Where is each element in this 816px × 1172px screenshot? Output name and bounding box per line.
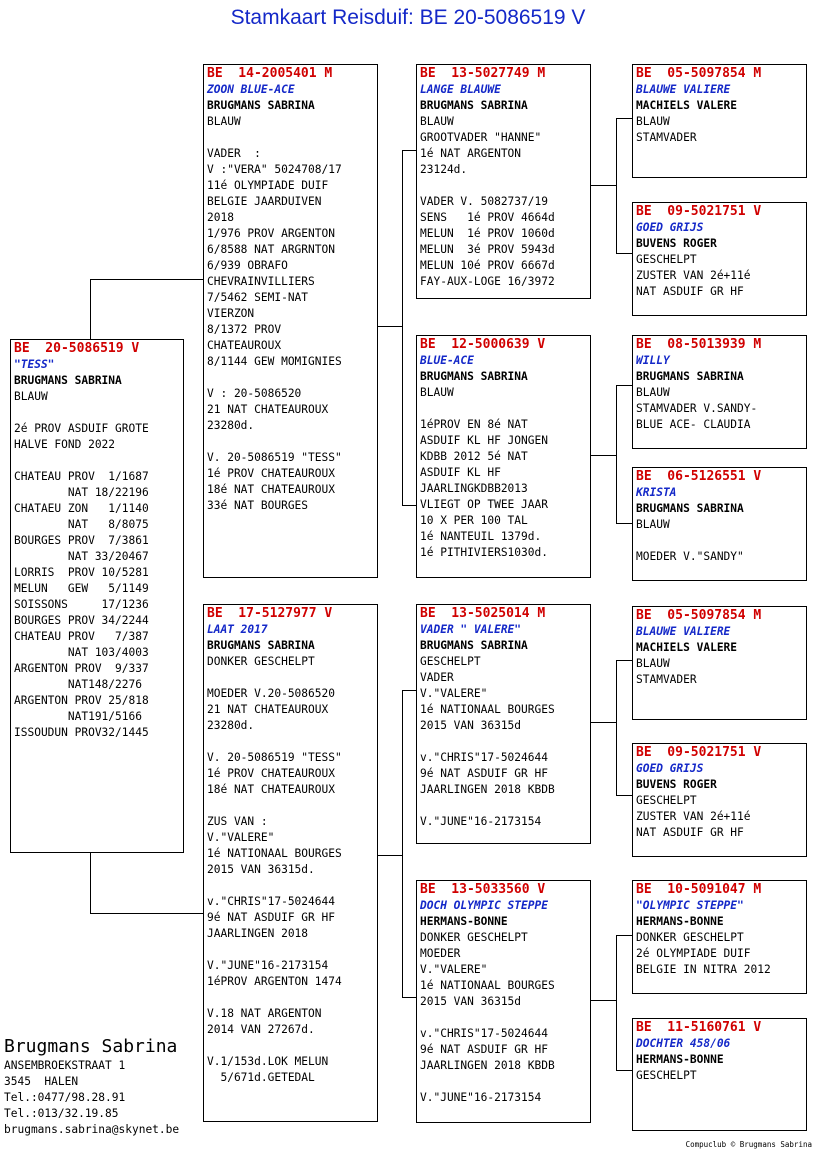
info-line xyxy=(420,178,587,194)
info-line xyxy=(14,453,180,469)
info-line: V : 20-5086520 xyxy=(207,387,302,400)
connector xyxy=(90,852,91,913)
info-line: NAT 8/8075 xyxy=(14,518,149,531)
pedigree-card-grandfather-maternal xyxy=(416,604,591,844)
info-line: VADER : xyxy=(207,147,261,160)
ring-number: BE 13-5033560 V xyxy=(420,882,546,897)
ring-number: BE 14-2005401 M xyxy=(207,66,333,81)
info-line: 1éPROV ARGENTON 1474 xyxy=(207,975,342,988)
connector xyxy=(616,935,632,936)
pigeon-name: DOCH OLYMPIC STEPPE xyxy=(420,899,548,912)
owner-name: BRUGMANS SABRINA xyxy=(14,374,122,387)
connector xyxy=(616,1070,632,1071)
info-line: ZUSTER VAN 2é+11é xyxy=(636,810,751,823)
info-line: DONKER GESCHELPT xyxy=(636,931,744,944)
info-line: 1é NAT ARGENTON xyxy=(420,147,522,160)
info-line: 1/976 PROV ARGENTON xyxy=(207,227,335,240)
info-line: 9é NAT ASDUIF GR HF xyxy=(420,767,548,780)
info-line: 8/1372 PROV xyxy=(207,323,282,336)
breeder-city: 3545 HALEN xyxy=(4,1075,79,1088)
info-line: BLAUW xyxy=(636,115,670,128)
info-line: FAY-AUX-LOGE 16/3972 xyxy=(420,275,555,288)
breeder-street: ANSEMBROEKSTRAAT 1 xyxy=(4,1059,126,1072)
info-line: 1é NATIONAAL BOURGES xyxy=(420,703,555,716)
info-line: 21 NAT CHATEAUROUX xyxy=(207,703,329,716)
info-line: 5/671d.GETEDAL xyxy=(207,1071,315,1084)
info-line: 6/8588 NAT ARGRNTON xyxy=(207,243,335,256)
info-line: V. 20-5086519 "TESS" xyxy=(207,451,342,464)
info-line: NAT ASDUIF GR HF xyxy=(636,285,744,298)
info-line: BLAUW xyxy=(420,386,454,399)
pedigree-card-grandmother-maternal xyxy=(416,880,591,1123)
connector xyxy=(590,185,616,186)
pedigree-card-ggp-1 xyxy=(632,64,807,178)
info-line: STAMVADER xyxy=(636,131,697,144)
info-line xyxy=(420,734,587,750)
connector xyxy=(402,505,416,506)
info-line: MELUN 1é PROV 1060d xyxy=(420,227,555,240)
connector xyxy=(616,660,632,661)
info-line xyxy=(207,878,374,894)
breeder-name: Brugmans Sabrina xyxy=(4,1036,178,1057)
info-line: 2015 VAN 36315d xyxy=(420,719,522,732)
info-line: JAARLINGEN 2018 KBDB xyxy=(420,783,555,796)
info-line: 1éPROV EN 8é NAT xyxy=(420,418,528,431)
info-line: BELGIE IN NITRA 2012 xyxy=(636,963,771,976)
pedigree-card-ggp-4 xyxy=(632,467,807,581)
pedigree-card-grandfather-paternal xyxy=(416,64,591,299)
info-line: BLUE ACE- CLAUDIA xyxy=(636,418,751,431)
info-line: V."JUNE"16-2173154 xyxy=(420,815,542,828)
info-line: BELGIE JAARDUIVEN xyxy=(207,195,322,208)
info-line: BLAUW xyxy=(207,115,241,128)
info-line: GROOTVADER "HANNE" xyxy=(420,131,542,144)
info-line: VLIEGT OP TWEE JAAR xyxy=(420,498,548,511)
info-line: V.18 NAT ARGENTON xyxy=(207,1007,322,1020)
info-line: 2018 xyxy=(207,211,234,224)
info-line: NAT191/5166 xyxy=(14,710,142,723)
info-line: 2014 VAN 27267d. xyxy=(207,1023,315,1036)
connector xyxy=(590,455,616,456)
info-line: ISSOUDUN PROV32/1445 xyxy=(14,726,149,739)
breeder-phone-2: Tel.:013/32.19.85 xyxy=(4,1107,119,1120)
info-line: 2015 VAN 36315d xyxy=(420,995,522,1008)
owner-name: BRUGMANS SABRINA xyxy=(207,99,315,112)
info-line: 1é NATIONAAL BOURGES xyxy=(420,979,555,992)
info-line: BLAUW xyxy=(420,115,454,128)
owner-name: BRUGMANS SABRINA xyxy=(636,502,744,515)
info-line: 2é PROV ASDUIF GROTE xyxy=(14,422,149,435)
info-line: STAMVADER V.SANDY- xyxy=(636,402,758,415)
info-line: MOEDER V.20-5086520 xyxy=(207,687,335,700)
ring-number: BE 13-5025014 M xyxy=(420,606,546,621)
owner-name: BRUGMANS SABRINA xyxy=(207,639,315,652)
info-line: BOURGES PROV 34/2244 xyxy=(14,614,149,627)
connector xyxy=(377,326,402,327)
info-line: 10 X PER 100 TAL xyxy=(420,514,528,527)
info-line: 8/1144 GEW MOMIGNIES xyxy=(207,355,342,368)
connector xyxy=(616,385,632,386)
info-line: BOURGES PROV 7/3861 xyxy=(14,534,149,547)
connector xyxy=(616,935,617,1070)
ring-number: BE 06-5126551 V xyxy=(636,469,762,484)
info-line xyxy=(207,1038,374,1054)
connector xyxy=(90,279,91,340)
connector xyxy=(402,150,403,505)
connector xyxy=(90,279,203,280)
info-line: GESCHELPT xyxy=(636,1069,697,1082)
pedigree-card-ggp-8 xyxy=(632,1018,807,1131)
owner-name: BUVENS ROGER xyxy=(636,237,717,250)
ring-number: BE 05-5097854 M xyxy=(636,66,762,81)
info-line: v."CHRIS"17-5024644 xyxy=(207,895,335,908)
info-line: NAT148/2276 xyxy=(14,678,142,691)
info-line: ASDUIF KL HF xyxy=(420,466,501,479)
info-line: SOISSONS 17/1236 xyxy=(14,598,149,611)
pedigree-card-subject xyxy=(10,339,184,853)
connector xyxy=(616,795,632,796)
info-line: 2015 VAN 36315d. xyxy=(207,863,315,876)
info-line: CHATAEU ZON 1/1140 xyxy=(14,502,149,515)
footer-credit: Compuclub © Brugmans Sabrina xyxy=(685,1140,812,1149)
info-line xyxy=(636,533,803,549)
pedigree-card-ggp-2 xyxy=(632,202,807,316)
pigeon-name: BLAUWE VALIERE xyxy=(636,625,731,638)
info-line: 9é NAT ASDUIF GR HF xyxy=(207,911,335,924)
info-line: 6/939 OBRAFO xyxy=(207,259,288,272)
info-line xyxy=(420,1074,587,1090)
info-line: 21 NAT CHATEAUROUX xyxy=(207,403,329,416)
info-line: V."JUNE"16-2173154 xyxy=(420,1091,542,1104)
pedigree-card-mother xyxy=(203,604,378,1122)
info-line: STAMVADER xyxy=(636,673,697,686)
connector xyxy=(616,385,617,523)
ring-number: BE 17-5127977 V xyxy=(207,606,333,621)
info-line xyxy=(207,130,374,146)
info-line: 11é OLYMPIADE DUIF xyxy=(207,179,329,192)
info-line: 1é PITHIVIERS1030d. xyxy=(420,546,548,559)
info-line: V."JUNE"16-2173154 xyxy=(207,959,329,972)
info-line: GESCHELPT xyxy=(636,794,697,807)
info-line: ASDUIF KL HF JONGEN xyxy=(420,434,548,447)
ring-number: BE 09-5021751 V xyxy=(636,204,762,219)
ring-number: BE 08-5013939 M xyxy=(636,337,762,352)
info-line: NAT ASDUIF GR HF xyxy=(636,826,744,839)
info-line: ZUS VAN : xyxy=(207,815,268,828)
owner-name: MACHIELS VALERE xyxy=(636,99,738,112)
info-line: CHATEAU PROV 7/387 xyxy=(14,630,149,643)
pedigree-card-ggp-5 xyxy=(632,606,807,720)
connector xyxy=(402,690,403,997)
connector xyxy=(616,253,632,254)
info-line: HALVE FOND 2022 xyxy=(14,438,116,451)
info-line: 23280d. xyxy=(207,419,255,432)
connector xyxy=(377,855,402,856)
connector xyxy=(590,1000,616,1001)
pedigree-card-ggp-7 xyxy=(632,880,807,994)
info-line xyxy=(14,405,180,421)
info-line xyxy=(420,1010,587,1026)
info-line: 23280d. xyxy=(207,719,255,732)
info-line xyxy=(207,990,374,1006)
info-line: CHATEAUROUX xyxy=(207,339,282,352)
owner-name: BRUGMANS SABRINA xyxy=(636,370,744,383)
info-line: JAARLINGEN 2018 xyxy=(207,927,309,940)
pedigree-card-ggp-3 xyxy=(632,335,807,449)
info-line: DONKER GESCHELPT xyxy=(207,655,315,668)
breeder-info xyxy=(4,1036,179,1138)
ring-number: BE 11-5160761 V xyxy=(636,1020,762,1035)
info-line: DONKER GESCHELPT xyxy=(420,931,528,944)
pigeon-name: "OLYMPIC STEPPE" xyxy=(636,899,744,912)
owner-name: BUVENS ROGER xyxy=(636,778,717,791)
info-line xyxy=(207,670,374,686)
info-line: 1é NATIONAAL BOURGES xyxy=(207,847,342,860)
info-line: SENS 1é PROV 4664d xyxy=(420,211,555,224)
info-line: MELUN GEW 5/1149 xyxy=(14,582,149,595)
page-title: Stamkaart Reisduif: BE 20-5086519 V xyxy=(230,6,586,29)
ring-number: BE 12-5000639 V xyxy=(420,337,546,352)
info-line: MOEDER V."SANDY" xyxy=(636,550,744,563)
info-line: 33é NAT BOURGES xyxy=(207,499,309,512)
info-line: KDBB 2012 5é NAT xyxy=(420,450,528,463)
pedigree-card-ggp-6 xyxy=(632,743,807,857)
connector xyxy=(616,523,632,524)
info-line: v."CHRIS"17-5024644 xyxy=(420,751,548,764)
pigeon-name: GOED GRIJS xyxy=(636,221,704,234)
info-line: 1é NANTEUIL 1379d. xyxy=(420,530,542,543)
info-line: 18é NAT CHATEAUROUX xyxy=(207,483,335,496)
ring-number: BE 13-5027749 M xyxy=(420,66,546,81)
owner-name: BRUGMANS SABRINA xyxy=(420,370,528,383)
owner-name: MACHIELS VALERE xyxy=(636,641,738,654)
info-line: GESCHELPT xyxy=(636,253,697,266)
info-line xyxy=(207,434,374,450)
info-line: JAARLINGKDBB2013 xyxy=(420,482,528,495)
info-line: v."CHRIS"17-5024644 xyxy=(420,1027,548,1040)
connector xyxy=(402,997,416,998)
ring-number: BE 09-5021751 V xyxy=(636,745,762,760)
owner-name: HERMANS-BONNE xyxy=(636,915,724,928)
connector xyxy=(616,660,617,795)
pigeon-name: "TESS" xyxy=(14,358,55,371)
pigeon-name: BLUE-ACE xyxy=(420,354,474,367)
ring-number: BE 05-5097854 M xyxy=(636,608,762,623)
connector xyxy=(616,118,632,119)
info-line: V. 20-5086519 "TESS" xyxy=(207,751,342,764)
connector xyxy=(402,150,416,151)
info-line: NAT 103/4003 xyxy=(14,646,149,659)
info-line: BLAUW xyxy=(636,386,670,399)
info-line: CHEVRAINVILLIERS xyxy=(207,275,315,288)
info-line: MOEDER xyxy=(420,947,461,960)
ring-number: BE 20-5086519 V xyxy=(14,341,140,356)
info-line xyxy=(420,401,587,417)
info-line: BLAUW xyxy=(636,518,670,531)
info-line: BLAUW xyxy=(636,657,670,670)
info-line: V.1/153d.LOK MELUN xyxy=(207,1055,329,1068)
pigeon-name: LAAT 2017 xyxy=(207,623,268,636)
info-line: V."VALERE" xyxy=(420,687,488,700)
info-line: 1é PROV CHATEAUROUX xyxy=(207,767,335,780)
info-line xyxy=(207,370,374,386)
info-line: 23124d. xyxy=(420,163,468,176)
breeder-phone-1: Tel.:0477/98.28.91 xyxy=(4,1091,126,1104)
info-line: NAT 33/20467 xyxy=(14,550,149,563)
info-line: 1é PROV CHATEAUROUX xyxy=(207,467,335,480)
connector xyxy=(90,913,203,914)
pigeon-name: LANGE BLAUWE xyxy=(420,83,501,96)
info-line xyxy=(207,734,374,750)
owner-name: HERMANS-BONNE xyxy=(420,915,508,928)
info-line: 18é NAT CHATEAUROUX xyxy=(207,783,335,796)
info-line: JAARLINGEN 2018 KBDB xyxy=(420,1059,555,1072)
info-line: MELUN 3é PROV 5943d xyxy=(420,243,555,256)
owner-name: HERMANS-BONNE xyxy=(636,1053,724,1066)
info-line: GESCHELPT xyxy=(420,655,481,668)
owner-name: BRUGMANS SABRINA xyxy=(420,639,528,652)
info-line: VIERZON xyxy=(207,307,255,320)
info-line: NAT 18/22196 xyxy=(14,486,149,499)
connector xyxy=(402,690,416,691)
info-line: BLAUW xyxy=(14,390,48,403)
info-line: 2é OLYMPIADE DUIF xyxy=(636,947,751,960)
info-line: ARGENTON PROV 9/337 xyxy=(14,662,149,675)
info-line: VADER xyxy=(420,671,454,684)
info-line: MELUN 10é PROV 6667d xyxy=(420,259,555,272)
info-line xyxy=(207,798,374,814)
pigeon-name: KRISTA xyxy=(636,486,677,499)
pigeon-name: ZOON BLUE-ACE xyxy=(207,83,295,96)
info-line: LORRIS PROV 10/5281 xyxy=(14,566,149,579)
breeder-email[interactable]: brugmans.sabrina@skynet.be xyxy=(4,1123,180,1136)
info-line: CHATEAU PROV 1/1687 xyxy=(14,470,149,483)
pigeon-name: DOCHTER 458/06 xyxy=(636,1037,731,1050)
info-line: 7/5462 SEMI-NAT xyxy=(207,291,309,304)
pigeon-name: GOED GRIJS xyxy=(636,762,704,775)
info-line: V."VALERE" xyxy=(207,831,275,844)
info-line: 9é NAT ASDUIF GR HF xyxy=(420,1043,548,1056)
pigeon-name: BLAUWE VALIERE xyxy=(636,83,731,96)
info-line: V."VALERE" xyxy=(420,963,488,976)
pigeon-name: WILLY xyxy=(636,354,670,367)
info-line xyxy=(207,942,374,958)
info-line: ARGENTON PROV 25/818 xyxy=(14,694,149,707)
info-line: VADER V. 5082737/19 xyxy=(420,195,548,208)
connector xyxy=(590,722,616,723)
pedigree-card-grandmother-paternal xyxy=(416,335,591,578)
info-line: ZUSTER VAN 2é+11é xyxy=(636,269,751,282)
pigeon-name: VADER " VALERE" xyxy=(420,623,522,636)
pedigree-card-father xyxy=(203,64,378,578)
info-line xyxy=(420,798,587,814)
ring-number: BE 10-5091047 M xyxy=(636,882,762,897)
owner-name: BRUGMANS SABRINA xyxy=(420,99,528,112)
connector xyxy=(616,118,617,253)
info-line: V :"VERA" 5024708/17 xyxy=(207,163,342,176)
